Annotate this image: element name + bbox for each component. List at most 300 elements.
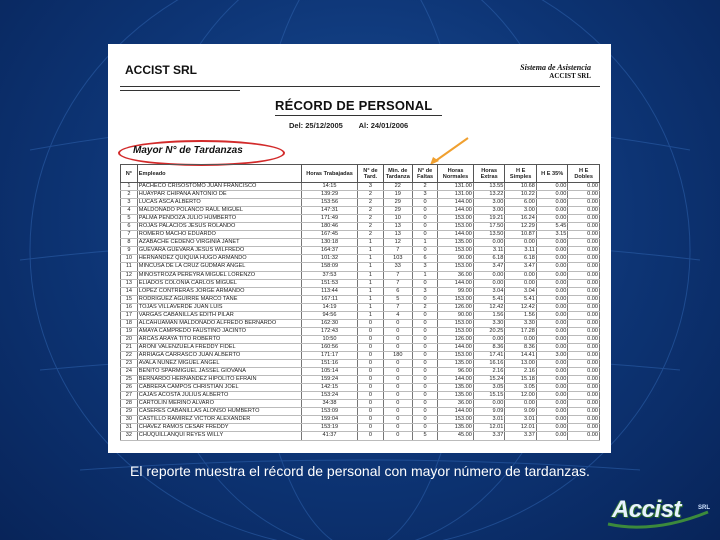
table-cell: 13 [383,231,412,239]
table-cell: 31 [121,424,138,432]
table-cell: 153.00 [438,215,474,223]
col-header: N° de Faltas [412,165,437,183]
table-cell: 1.56 [505,311,537,319]
table-cell: 20 [121,335,138,343]
table-cell: 0.00 [473,400,505,408]
table-cell: 14:19 [301,303,358,311]
table-cell: 16.16 [473,360,505,368]
table-cell: 153.00 [438,416,474,424]
table-cell: 17.28 [505,327,537,335]
table-cell: 0.00 [568,231,600,239]
table-cell: 0 [412,295,437,303]
table-cell: 34:38 [301,400,358,408]
table-row [121,432,600,440]
table-cell: 0 [358,368,383,376]
table-cell: 2 [358,207,383,215]
col-header: Min. de Tardanza [383,165,412,183]
table-cell: 0 [412,319,437,327]
table-cell: 135.00 [438,384,474,392]
table-row [121,295,600,303]
table-row [121,408,600,416]
table-cell: 2 [358,199,383,207]
table-cell: 0.00 [536,416,568,424]
table-cell: 17 [121,311,138,319]
table-cell: 126.00 [438,303,474,311]
table-cell: 10.68 [505,183,537,191]
table-cell: 1 [358,271,383,279]
table-cell: 6 [383,287,412,295]
system-header [520,63,591,81]
logo-suffix: SRL [698,505,710,511]
table-cell: 0 [358,424,383,432]
table-cell: 0.00 [536,295,568,303]
table-cell: 12.00 [505,392,537,400]
table-cell: 0.00 [568,199,600,207]
table-cell: 20.25 [473,327,505,335]
table-cell: 0.00 [568,424,600,432]
table-cell: 0 [412,384,437,392]
table-cell: 8.36 [473,343,505,351]
table-row [121,183,600,191]
table-cell: 0.00 [568,295,600,303]
table-cell: 167:11 [301,295,358,303]
table-cell: 1 [412,271,437,279]
table-cell: 3.00 [505,207,537,215]
table-cell: 5 [383,295,412,303]
table-cell: 17.50 [473,223,505,231]
table-cell: 3.37 [473,432,505,440]
table-cell: 1 [121,183,138,191]
table-cell: PACHECO CRISOSTOMO JUAN FRANCISCO [137,183,301,191]
table-cell: 1 [358,295,383,303]
table-cell: 2 [358,215,383,223]
table-cell: 3.04 [505,287,537,295]
table-row [121,368,600,376]
table-cell: AVALA NUÑEZ MIGUEL ANGEL [137,360,301,368]
table-cell: 15.18 [505,376,537,384]
table-cell: 29 [383,207,412,215]
table-cell: 113:44 [301,287,358,295]
table-cell: 0.00 [568,303,600,311]
table-cell: 0 [412,392,437,400]
table-cell: 135.00 [438,239,474,247]
table-cell: 0.00 [568,360,600,368]
table-cell: 2 [358,191,383,199]
table-row [121,255,600,263]
table-cell: 126.00 [438,335,474,343]
table-cell: 159:24 [301,376,358,384]
table-cell: 0.00 [568,279,600,287]
report-document [108,44,611,453]
table-cell: 4 [121,207,138,215]
table-cell: 0 [358,432,383,440]
table-cell: 10:50 [301,335,358,343]
table-row [121,239,600,247]
col-header: N° [121,165,138,183]
table-cell: 7 [121,231,138,239]
table-cell: LUCAS ASCA ALBERTO [137,199,301,207]
table-cell: 0.00 [505,279,537,287]
table-cell: 0.00 [536,408,568,416]
table-cell: 0 [358,376,383,384]
table-cell: 19 [383,191,412,199]
table-cell: 23 [121,360,138,368]
table-cell: 162:30 [301,319,358,327]
table-cell: 13.50 [473,231,505,239]
table-cell: 0.00 [536,215,568,223]
table-cell: MINOSTROZA PEREYRA MIGUEL LORENZO [137,271,301,279]
table-cell: 29 [383,199,412,207]
table-cell: 0.00 [536,271,568,279]
table-cell: 15.15 [473,392,505,400]
table-row [121,231,600,239]
company-name: ACCIST SRL [125,63,197,77]
table-cell: 0.00 [568,392,600,400]
table-cell: 27 [121,392,138,400]
table-cell: 7 [383,303,412,311]
table-cell: 0 [412,327,437,335]
table-cell: CABRERA CAMPOS CHRISTIAN JOEL [137,384,301,392]
table-cell: VARGAS CABANILLAS EDITH PILAR [137,311,301,319]
table-cell: 0 [358,400,383,408]
table-cell: 147:31 [301,207,358,215]
table-cell: 3.00 [536,351,568,359]
table-cell: 22 [121,351,138,359]
table-cell: 153.00 [438,223,474,231]
table-cell: 0.00 [568,408,600,416]
report-subtitle: Mayor N° de Tardanzas [133,145,243,156]
table-cell: 0 [412,351,437,359]
table-row [121,384,600,392]
table-cell: 1 [358,255,383,263]
table-cell: 0.00 [536,311,568,319]
table-cell: 0.00 [473,335,505,343]
table-cell: ARRIAGA CARRASCO JUAN ALBERTO [137,351,301,359]
table-cell: 8.36 [505,343,537,351]
table-row [121,319,600,327]
table-cell: 3.01 [473,416,505,424]
table-cell: ALCAHUAMAN MALDONADO ALFREDO BERNARDO [137,319,301,327]
table-cell: 14.41 [505,351,537,359]
table-cell: CASTILLO RAMIREZ VICTOR ALEXANDER [137,416,301,424]
date-from: Del: 25/12/2005 [289,121,343,130]
table-row [121,199,600,207]
table-cell: 22 [383,183,412,191]
table-cell: 8 [121,239,138,247]
table-cell: 0 [383,376,412,384]
table-cell: 172:43 [301,327,358,335]
table-cell: 0 [383,343,412,351]
table-cell: 1 [358,263,383,271]
table-row [121,416,600,424]
table-cell: 0 [358,384,383,392]
table-cell: 144.00 [438,207,474,215]
table-cell: 0.00 [505,271,537,279]
table-cell: 28 [121,400,138,408]
table-cell: 3.01 [505,416,537,424]
table-cell: ROJAS PALACIOS JESUS ROLANDO [137,223,301,231]
table-cell: 0.00 [536,392,568,400]
table-cell: 0.00 [568,207,600,215]
table-cell: 0.00 [568,255,600,263]
table-cell: 10.22 [505,191,537,199]
table-row [121,279,600,287]
table-cell: 37:53 [301,271,358,279]
table-cell: 0.00 [536,368,568,376]
table-cell: 0 [412,400,437,408]
table-cell: 0.00 [568,239,600,247]
table-cell: 13.55 [473,183,505,191]
pointer-arrow [428,136,472,166]
table-cell: 25 [121,376,138,384]
table-cell: 3.15 [536,231,568,239]
table-cell: 1 [412,239,437,247]
table-cell: 139:29 [301,191,358,199]
table-cell: 3.04 [473,287,505,295]
table-cell: 0.00 [473,271,505,279]
table-cell: 135.00 [438,360,474,368]
table-cell: 0 [358,327,383,335]
table-cell: 153.00 [438,319,474,327]
table-row [121,311,600,319]
table-cell: 0 [383,416,412,424]
table-cell: 0 [383,360,412,368]
table-cell: 7 [383,247,412,255]
table-cell: 0 [358,335,383,343]
table-cell: 94:56 [301,311,358,319]
table-cell: 0.00 [536,327,568,335]
table-cell: 160:56 [301,343,358,351]
table-cell: 103 [383,255,412,263]
table-cell: 12 [383,239,412,247]
table-cell: 6.18 [473,255,505,263]
table-cell: 0.00 [568,311,600,319]
table-cell: 0.00 [536,303,568,311]
table-cell: 15.24 [473,376,505,384]
table-row [121,247,600,255]
table-cell: 180 [383,351,412,359]
table-cell: 18 [121,319,138,327]
table-cell: 0.00 [536,376,568,384]
table-cell: 0.00 [568,335,600,343]
table-cell: 90.00 [438,311,474,319]
table-cell: 12.42 [473,303,505,311]
table-row [121,271,600,279]
table-cell: 13 [121,279,138,287]
table-cell: 153:09 [301,408,358,416]
col-header: Horas Extras [473,165,505,183]
table-cell: 30 [121,416,138,424]
table-cell: AZABACHE CEDEÑO VIRGINIA JANET [137,239,301,247]
table-cell: 0 [412,416,437,424]
table-cell: 16 [121,303,138,311]
table-cell: 0.00 [568,351,600,359]
table-cell: 1 [358,239,383,247]
table-cell: HUAYPAR CHIPANA ANTONIO DE [137,191,301,199]
table-cell: 153.00 [438,327,474,335]
table-cell: 0 [412,360,437,368]
table-cell: 96.00 [438,368,474,376]
system-subtitle: ACCIST SRL [549,72,591,80]
table-cell: 19 [121,327,138,335]
table-cell: 3 [412,287,437,295]
table-cell: 0 [412,424,437,432]
table-cell: 130:18 [301,239,358,247]
table-cell: 0.00 [568,368,600,376]
table-cell: 13.22 [473,191,505,199]
table-cell: 2.16 [473,368,505,376]
table-cell: 3.30 [505,319,537,327]
table-cell: 171:17 [301,351,358,359]
table-row [121,191,600,199]
table-cell: 153.00 [438,295,474,303]
table-cell: 0 [358,392,383,400]
table-row [121,400,600,408]
table-cell: 3 [412,191,437,199]
table-header-row [121,165,600,183]
table-cell: 0.00 [568,384,600,392]
table-cell: 0 [358,408,383,416]
table-cell: 0 [412,199,437,207]
table-cell: 12.29 [505,223,537,231]
table-cell: 180:46 [301,223,358,231]
table-cell: 153.00 [438,351,474,359]
table-cell: 153:19 [301,424,358,432]
table-cell: 101:32 [301,255,358,263]
table-cell: 0 [412,335,437,343]
table-cell: 1.56 [473,311,505,319]
table-cell: 0.00 [536,279,568,287]
table-cell: 171:49 [301,215,358,223]
table-cell: AMAYA CAMPREDO FAUSTINO JACINTO [137,327,301,335]
table-cell: 1 [358,287,383,295]
table-cell: 158:09 [301,263,358,271]
table-cell: 0.00 [568,183,600,191]
table-cell: 5.41 [505,295,537,303]
table-cell: 131.00 [438,183,474,191]
table-cell: 6.00 [505,199,537,207]
table-cell: 7 [383,271,412,279]
table-row [121,303,600,311]
table-cell: 5 [412,432,437,440]
table-cell: 26 [121,384,138,392]
table-cell: 0 [412,231,437,239]
table-cell: 0.00 [568,400,600,408]
table-cell: 0.00 [473,279,505,287]
table-cell: 11 [121,263,138,271]
table-cell: 0.00 [536,239,568,247]
table-cell: 0 [412,311,437,319]
table-cell: CHAVEZ RAMOS CESAR FREDDY [137,424,301,432]
table-cell: 167:45 [301,231,358,239]
table-cell: BENITO SPARMIGUEL JASSEL GIOVANA [137,368,301,376]
table-cell: 0.00 [568,343,600,351]
table-cell: 13 [383,223,412,231]
table-cell: 3.00 [473,207,505,215]
table-cell: 144.00 [438,343,474,351]
table-cell: 90.00 [438,255,474,263]
table-cell: 0.00 [568,215,600,223]
table-cell: LOPEZ CONTRERAS JORGE ARMANDO [137,287,301,295]
table-cell: 3 [412,263,437,271]
table-cell: 0.00 [473,239,505,247]
table-cell: 12.01 [505,424,537,432]
table-body [121,183,600,441]
table-cell: 0 [412,223,437,231]
table-cell: RODRIGUEZ AGUIRRE MARCO TANE [137,295,301,303]
date-to: Al: 24/01/2006 [358,121,409,130]
table-cell: 36.00 [438,271,474,279]
table-cell: 3.11 [505,247,537,255]
table-cell: 105:14 [301,368,358,376]
table-cell: 29 [121,408,138,416]
table-cell: 3.30 [473,319,505,327]
table-cell: 33 [383,263,412,271]
table-cell: 12.42 [505,303,537,311]
table-cell: 0.00 [536,263,568,271]
table-cell: 0.00 [536,360,568,368]
table-cell: 0.00 [536,424,568,432]
report-title: RÉCORD DE PERSONAL [275,98,433,113]
table-cell: 135.00 [438,424,474,432]
table-cell: BERNARDO HERNANDEZ HIPOLITO EFRAIN [137,376,301,384]
table-cell: ARCAS ARAYA TITO ROBERTO [137,335,301,343]
system-title: Sistema de Asistencia [520,63,591,72]
table-cell: 6 [412,255,437,263]
table-row [121,207,600,215]
table-cell: HERNANDEZ QUIQUIA HUGO ARMANDO [137,255,301,263]
table-cell: 0.00 [568,416,600,424]
table-cell: CASERES CABANILLAS ALONSO HUMBERTO [137,408,301,416]
table-cell: 0 [412,376,437,384]
table-cell: 3 [121,199,138,207]
table-row [121,376,600,384]
table-cell: 0.00 [536,343,568,351]
table-cell: 0.00 [536,335,568,343]
table-cell: 151:16 [301,360,358,368]
table-cell: CARTOLIN MERINO ALVARO [137,400,301,408]
col-header: H E 35% [536,165,568,183]
table-cell: 0.00 [568,327,600,335]
table-cell: 2 [358,231,383,239]
table-cell: 0 [412,279,437,287]
table-cell: ROMERO MACHO EDUARDO [137,231,301,239]
table-cell: 0.00 [536,400,568,408]
table-cell: 2 [121,191,138,199]
table-cell: 6.18 [505,255,537,263]
table-cell: 0.00 [536,207,568,215]
record-table [120,164,600,441]
table-cell: 9.09 [505,408,537,416]
table-cell: 0.00 [568,263,600,271]
table-row [121,287,600,295]
table-row [121,327,600,335]
table-cell: 0.00 [536,199,568,207]
table-cell: 15 [121,295,138,303]
title-underline [275,115,442,116]
accist-logo [604,494,714,532]
table-cell: 0.00 [568,271,600,279]
table-cell: 3 [358,183,383,191]
table-cell: 0 [412,368,437,376]
table-cell: 144.00 [438,199,474,207]
table-cell: CHUQUILLANQUI REYES WILLY [137,432,301,440]
table-cell: 5.45 [536,223,568,231]
table-cell: 13.00 [505,360,537,368]
table-cell: 0 [412,215,437,223]
table-cell: 144.00 [438,231,474,239]
table-cell: 153.00 [438,247,474,255]
